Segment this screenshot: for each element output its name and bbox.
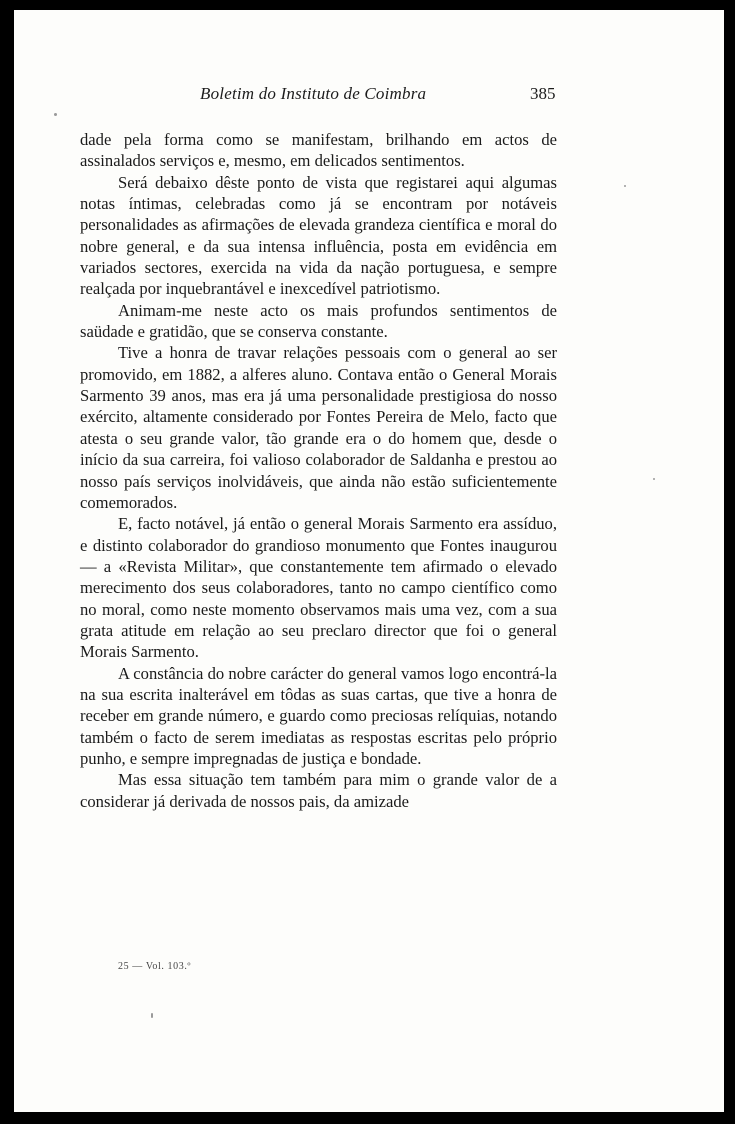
paragraph: Mas essa situação tem também para mim o grande valor de a considerar já derivada de nossos pais, da amizade — [80, 770, 557, 811]
paragraph: dade pela forma como se manifestam, brilhando em actos de assinalados serviços e, mesmo, em delicados sentimentos. — [80, 130, 557, 171]
page-number: 385 — [530, 84, 556, 103]
paragraph: A constância do nobre carácter do general vamos logo encontrá-la na sua escrita inalterável em tôdas as suas cartas, que tive a honra de receber em grande número, e guardo como preciosas relíquias, notando também o facto de serem imediatas as respostas escritas pelo próprio punho, e sempre impregnadas de justiça e bondade. — [80, 663, 557, 768]
paragraph: Tive a honra de travar relações pessoais com o general ao ser promovido, em 1882, a alferes aluno. Contava então o General Morais Sarmento 39 anos, mas era já uma personalidade prestigiosa do nosso exército, altamente considerado por Fontes Pereira de Melo, facto que atesta o seu grande valor, tão grande era o do homem que, desde o início da sua carreira, foi valioso colaborador de Saldanha e prestou ao nosso país serviços inolvidáveis, que ainda não estão suficientemente comemorados. — [80, 343, 557, 512]
paper-speck — [54, 113, 57, 116]
paper-speck — [653, 478, 655, 480]
paragraph: E, facto notável, já então o general Morais Sarmento era assíduo, e distinto colaborador do grandioso monumento que Fontes inaugurou — a «Revista Militar», que constantemente tem afirmado o elevado merecimento dos seus colaboradores, tanto no campo científico como no moral, como neste momento observamos mais uma vez, com a sua grata atitude em relação ao seu preclaro director que foi o general Morais Sarmento. — [80, 514, 557, 662]
paragraph: Animam-me neste acto os mais profundos sentimentos de saüdade e gratidão, que se conserva constante. — [80, 300, 557, 342]
paragraph: Será debaixo dêste ponto de vista que registarei aqui algumas notas íntimas, celebradas como já se encontram por notáveis personalidades as afirmações de elevada grandeza científica e moral do nobre general, e da sua intensa influência, posta em evidência em variados sectores, exercida na vida da nação portuguesa, e sempre realçada por inquebrantável e inexcedível patriotismo. — [80, 172, 557, 299]
body-text — [80, 129, 557, 812]
printer-signature: 25 — Vol. 103.º — [118, 961, 192, 972]
page-header — [0, 0, 735, 30]
running-title: Boletim do Instituto de Coimbra — [200, 84, 427, 103]
paper-speck — [151, 1013, 153, 1018]
paper-speck — [624, 185, 626, 187]
